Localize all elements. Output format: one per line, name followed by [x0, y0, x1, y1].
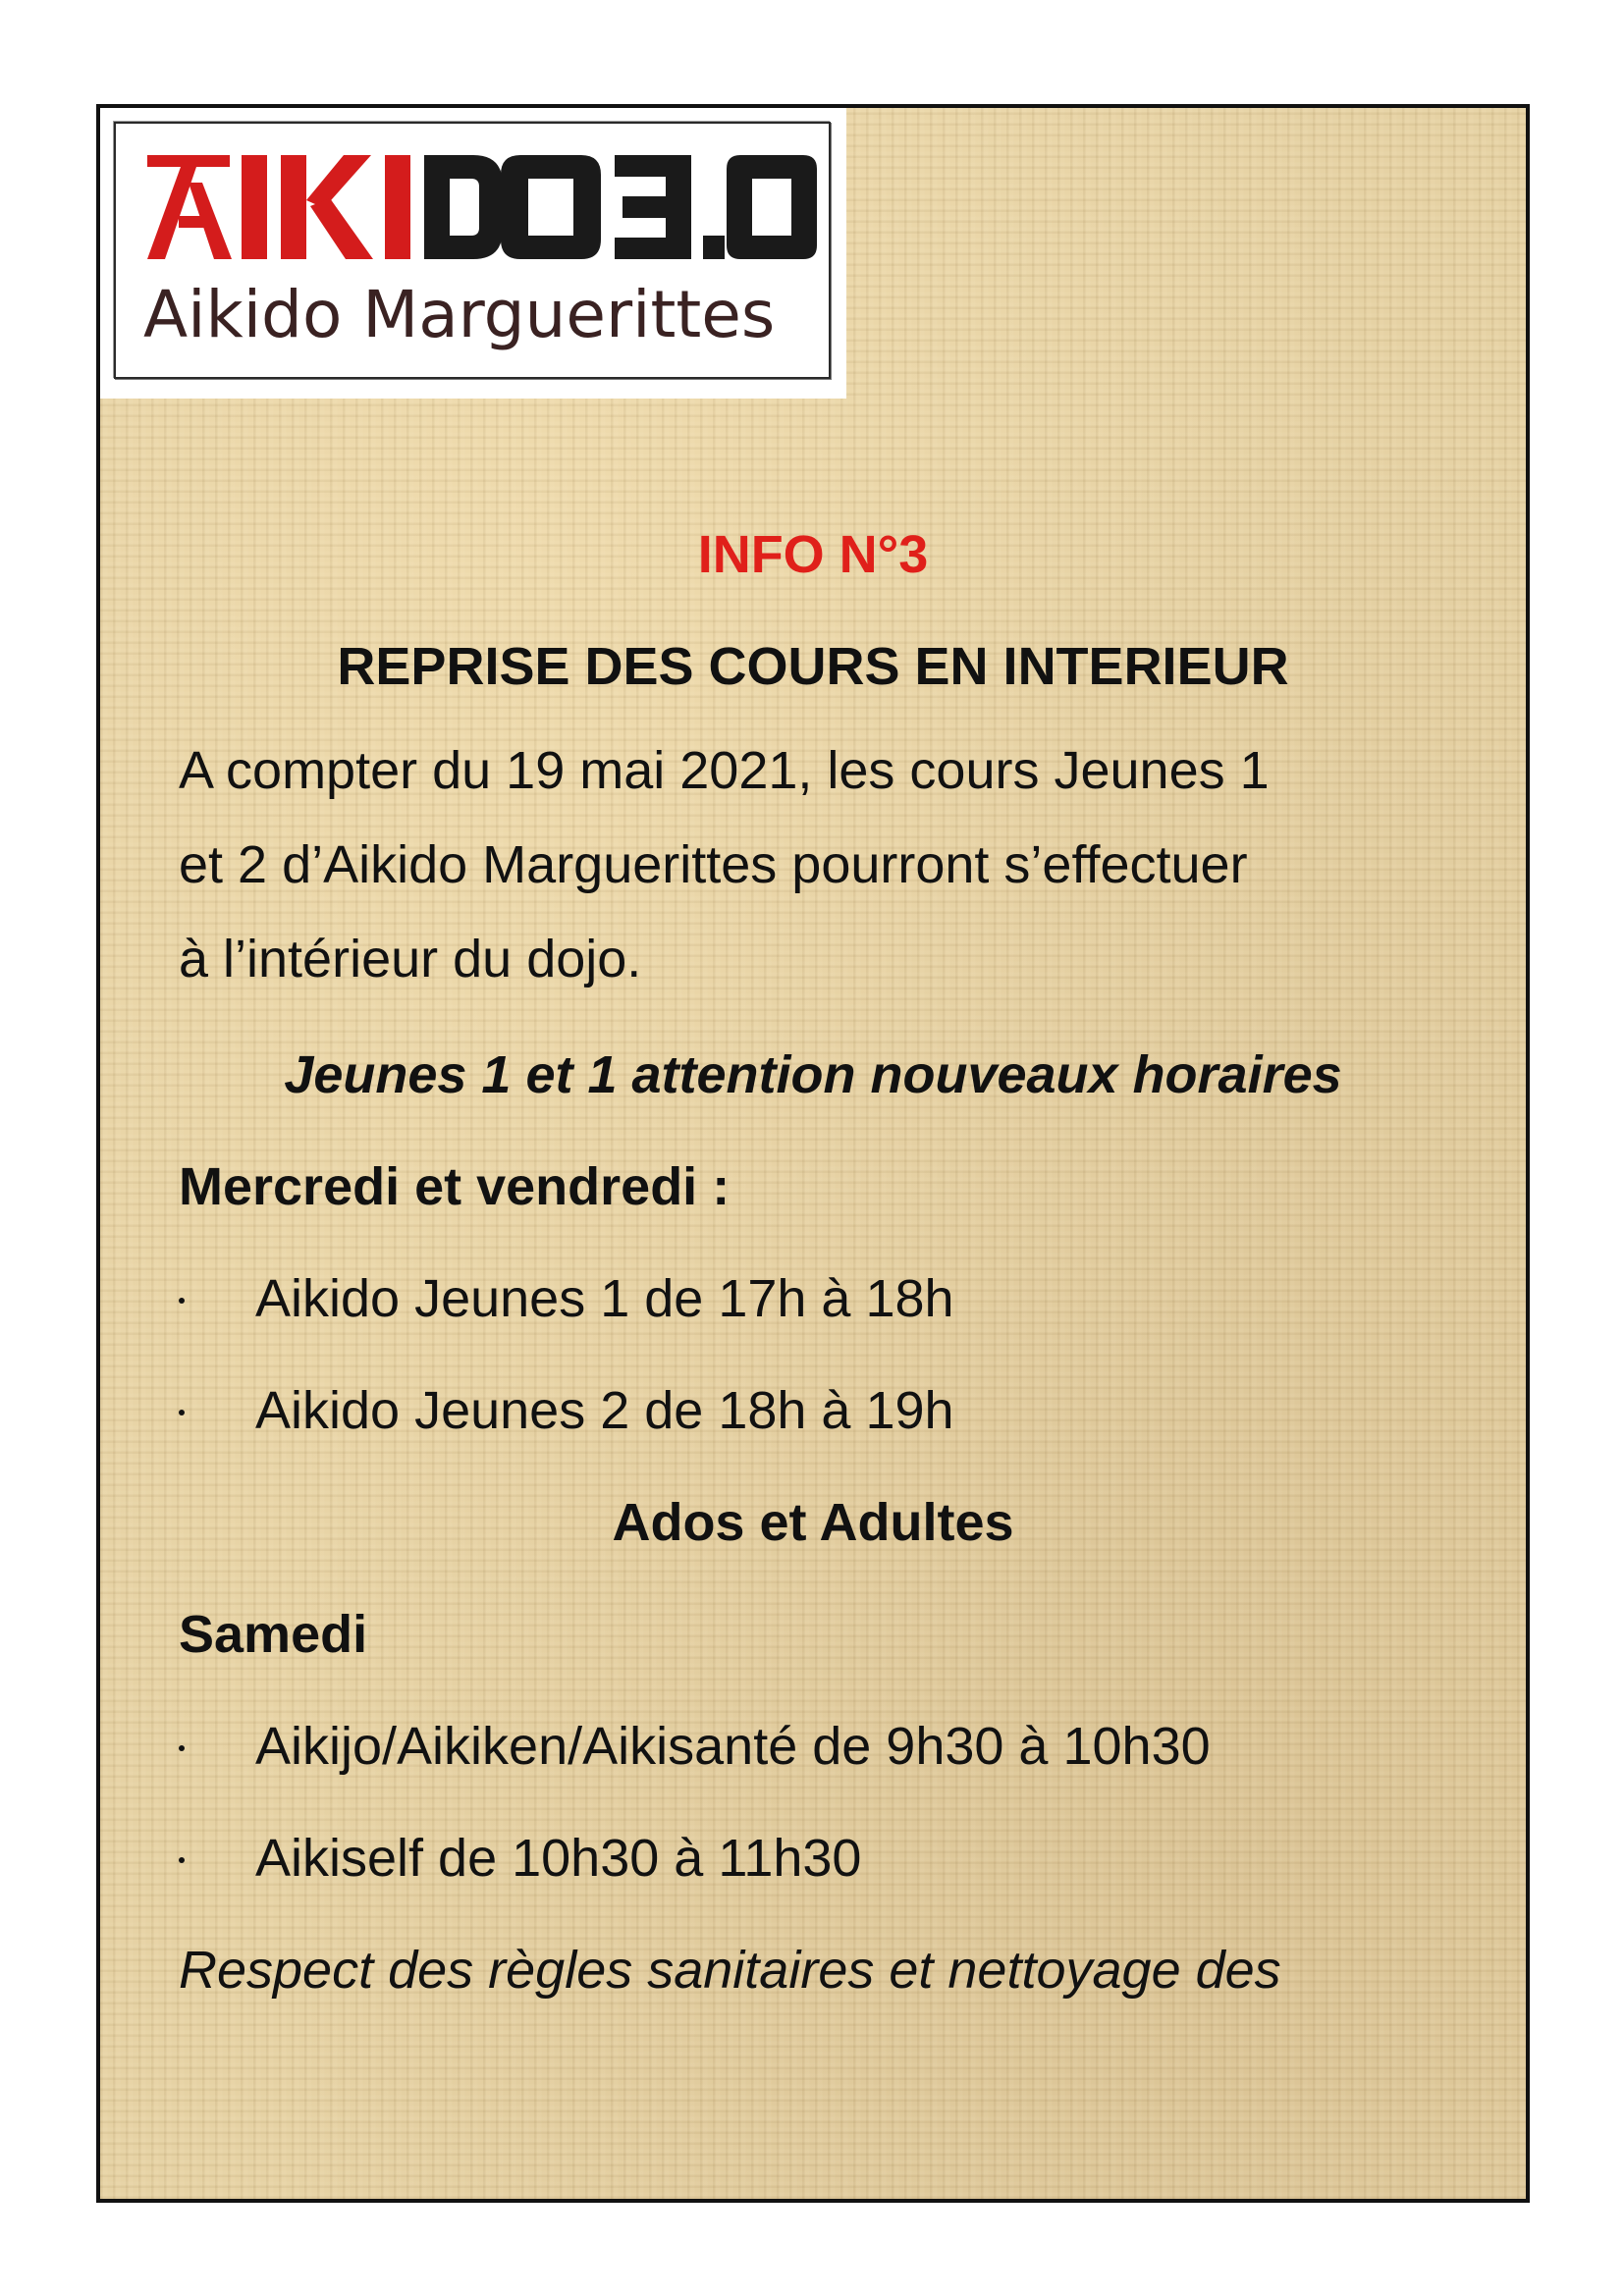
club-logo [100, 108, 846, 399]
bullet-icon [179, 1857, 185, 1863]
intro-line-1: A compter du 19 mai 2021, les cours Jeunes 1 [179, 741, 1270, 800]
intro-line-2: et 2 d’Aikido Marguerittes pourront s’effectuer [179, 835, 1248, 894]
aikido-3-0-logo-mark [143, 143, 821, 269]
adults-item-1: Aikijo/Aikiken/Aikisanté de 9h30 à 10h30 [255, 1717, 1211, 1776]
info-title: INFO N°3 [697, 525, 929, 584]
bullet-icon [179, 1410, 185, 1415]
page-heading: REPRISE DES COURS EN INTERIEUR [337, 637, 1289, 696]
logo-subtitle: Aikido Marguerittes [143, 277, 776, 352]
adults-heading: Ados et Adultes [612, 1493, 1014, 1552]
youth-days: Mercredi et vendredi : [179, 1157, 731, 1216]
youth-item-1: Aikido Jeunes 1 de 17h à 18h [255, 1269, 954, 1328]
youth-notice: Jeunes 1 et 1 attention nouveaux horaires [284, 1045, 1342, 1104]
bullet-icon [179, 1298, 185, 1304]
youth-item-2: Aikido Jeunes 2 de 18h à 19h [255, 1381, 954, 1440]
bullet-icon [179, 1745, 185, 1751]
intro-line-3: à l’intérieur du dojo. [179, 930, 642, 988]
footer-note: Respect des règles sanitaires et nettoyage des [179, 1941, 1281, 2000]
adults-item-2: Aikiself de 10h30 à 11h30 [255, 1829, 862, 1888]
flyer-frame [96, 104, 1530, 2203]
adults-day: Samedi [179, 1605, 368, 1664]
